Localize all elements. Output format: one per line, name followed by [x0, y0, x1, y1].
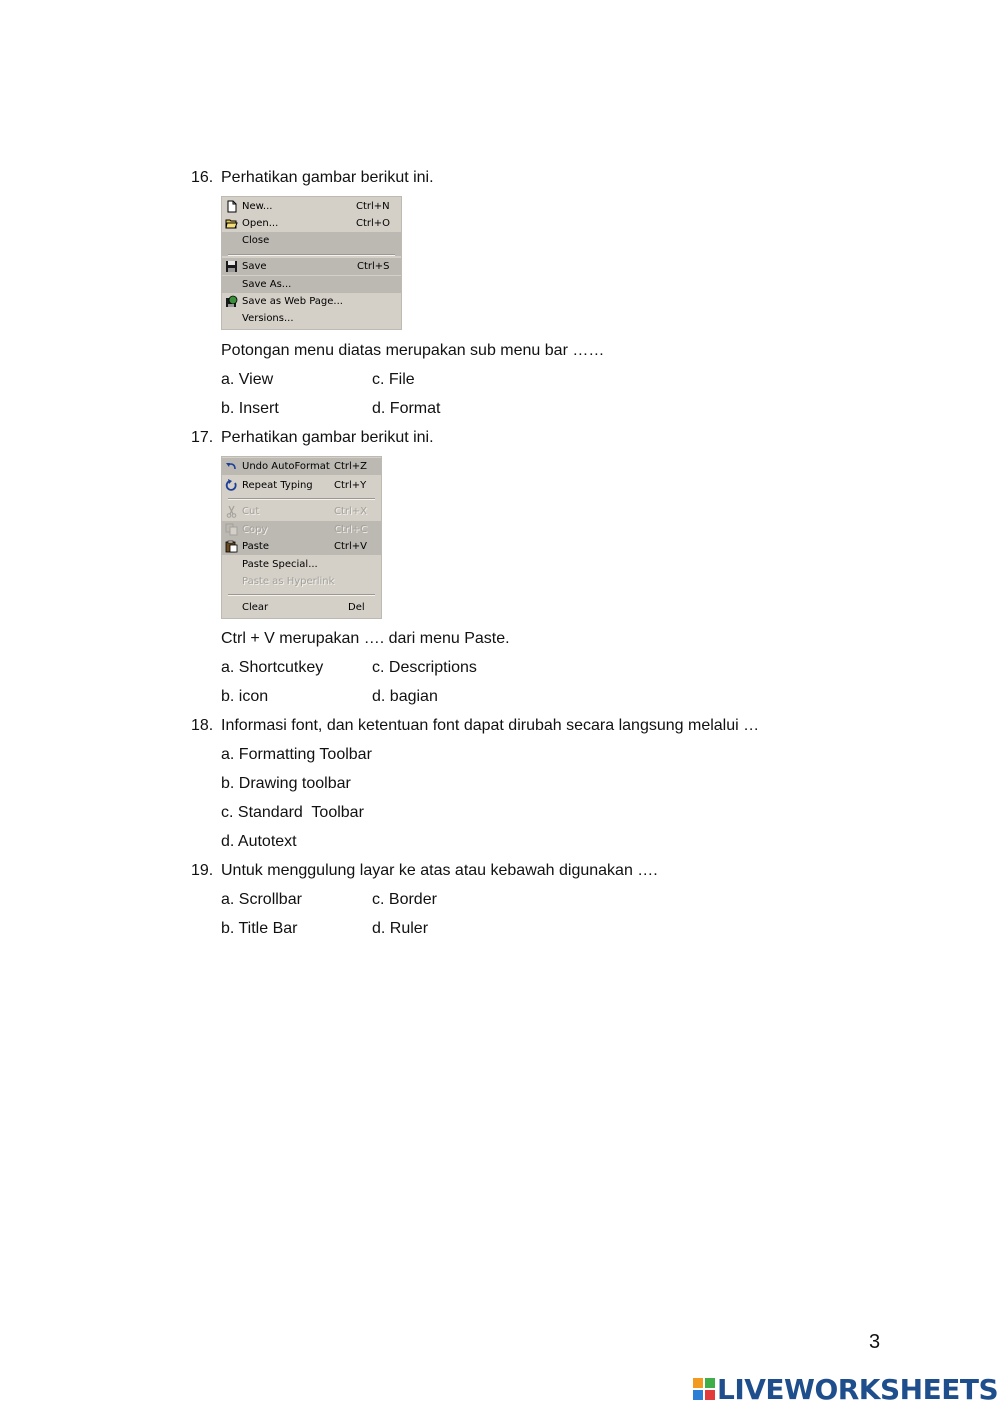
menu-item-label: Save	[242, 261, 267, 272]
file-menu-image	[221, 196, 402, 330]
question-16-option-c: c. File	[372, 371, 415, 388]
open-folder-icon	[225, 217, 238, 230]
menu-item-label: Save as Web Page...	[242, 296, 343, 307]
save-disk-icon	[225, 260, 238, 273]
menu-item-label: Clear	[242, 602, 269, 613]
question-17-option-b: b. icon	[221, 688, 269, 705]
question-17-option-d: d. bagian	[372, 688, 438, 705]
question-16-number: 16.	[191, 169, 214, 186]
menu-item-save-as-web-page	[222, 293, 401, 310]
question-17-number: 17.	[191, 429, 214, 446]
question-18-option-d: d. Autotext	[221, 833, 297, 850]
question-17-prompt: Perhatikan gambar berikut ini.	[221, 429, 434, 446]
menu-item-copy	[222, 521, 381, 538]
liveworksheets-logo-icon	[693, 1378, 715, 1400]
question-17-option-a: a. Shortcutkey	[221, 659, 324, 676]
menu-separator	[228, 594, 375, 596]
question-16-option-b: b. Insert	[221, 400, 279, 417]
menu-item-clear	[222, 599, 381, 616]
menu-item-label: Copy	[242, 524, 268, 535]
menu-item-label: Save As...	[242, 279, 292, 290]
menu-item-shortcut: Ctrl+C	[334, 524, 368, 535]
question-18-option-a: a. Formatting Toolbar	[221, 746, 372, 763]
menu-item-paste	[222, 538, 381, 555]
menu-item-repeat	[222, 477, 381, 494]
question-18-text: Informasi font, dan ketentuan font dapat dirubah secara langsung melalui …	[221, 717, 760, 734]
menu-item-shortcut: Ctrl+Z	[334, 461, 368, 472]
question-18-number: 18.	[191, 717, 214, 734]
question-16-option-d: d. Format	[372, 400, 441, 417]
menu-item-save	[222, 258, 401, 275]
question-16-option-a: a. View	[221, 371, 274, 388]
question-19-option-c: c. Border	[372, 891, 437, 908]
menu-item-open	[222, 215, 401, 232]
menu-item-save-as	[222, 276, 401, 293]
menu-item-label: Paste Special...	[242, 559, 318, 570]
question-18-option-b: b. Drawing toolbar	[221, 775, 351, 792]
menu-item-label: Versions...	[242, 313, 294, 324]
new-document-icon	[225, 200, 238, 213]
menu-item-shortcut: Ctrl+Y	[334, 480, 367, 491]
question-19-text: Untuk menggulung layar ke atas atau kebawah digunakan ….	[221, 862, 658, 879]
brand-wordmark: LIVEWORKSHEETS	[717, 1373, 999, 1406]
menu-item-close	[222, 232, 401, 256]
undo-icon	[225, 460, 238, 473]
scissors-icon	[225, 505, 238, 518]
question-17-text: Ctrl + V merupakan …. dari menu Paste.	[221, 630, 510, 647]
question-18-option-c: c. Standard Toolbar	[221, 804, 364, 821]
menu-item-shortcut: Ctrl+S	[357, 261, 390, 272]
question-19-option-d: d. Ruler	[372, 920, 429, 937]
question-19-number: 19.	[191, 862, 214, 879]
menu-item-label: Open...	[242, 218, 279, 229]
question-19-option-b: b. Title Bar	[221, 920, 298, 937]
menu-item-shortcut: Del	[348, 602, 365, 613]
web-page-icon	[225, 295, 238, 308]
edit-menu-image	[221, 456, 382, 619]
menu-item-label: Undo AutoFormat	[242, 461, 330, 472]
clipboard-icon	[225, 540, 238, 553]
menu-item-label: Close	[242, 235, 270, 246]
menu-item-label: Cut	[242, 506, 260, 517]
menu-item-new	[222, 198, 401, 215]
copy-icon	[225, 523, 238, 536]
question-19-option-a: a. Scrollbar	[221, 891, 302, 908]
question-16-text: Potongan menu diatas merupakan sub menu bar ……	[221, 342, 605, 359]
question-16-prompt: Perhatikan gambar berikut ini.	[221, 169, 434, 186]
menu-item-paste-special	[222, 556, 381, 573]
menu-item-paste-as-hyperlink	[222, 573, 381, 590]
repeat-icon	[225, 479, 238, 492]
question-17-option-c: c. Descriptions	[372, 659, 477, 676]
menu-item-shortcut: Ctrl+X	[334, 506, 368, 517]
menu-item-cut	[222, 503, 381, 520]
menu-item-shortcut: Ctrl+O	[356, 218, 391, 229]
menu-item-label: New...	[242, 201, 273, 212]
menu-item-shortcut: Ctrl+V	[334, 541, 368, 552]
menu-separator	[228, 498, 375, 500]
menu-item-label: Repeat Typing	[242, 480, 313, 491]
menu-item-shortcut: Ctrl+N	[356, 201, 390, 212]
menu-item-undo	[222, 458, 381, 475]
menu-separator	[228, 254, 395, 256]
menu-item-label: Paste	[242, 541, 269, 552]
menu-item-versions	[222, 310, 401, 327]
page-number: 3	[869, 1331, 881, 1353]
menu-item-label: Paste as Hyperlink	[242, 576, 335, 587]
